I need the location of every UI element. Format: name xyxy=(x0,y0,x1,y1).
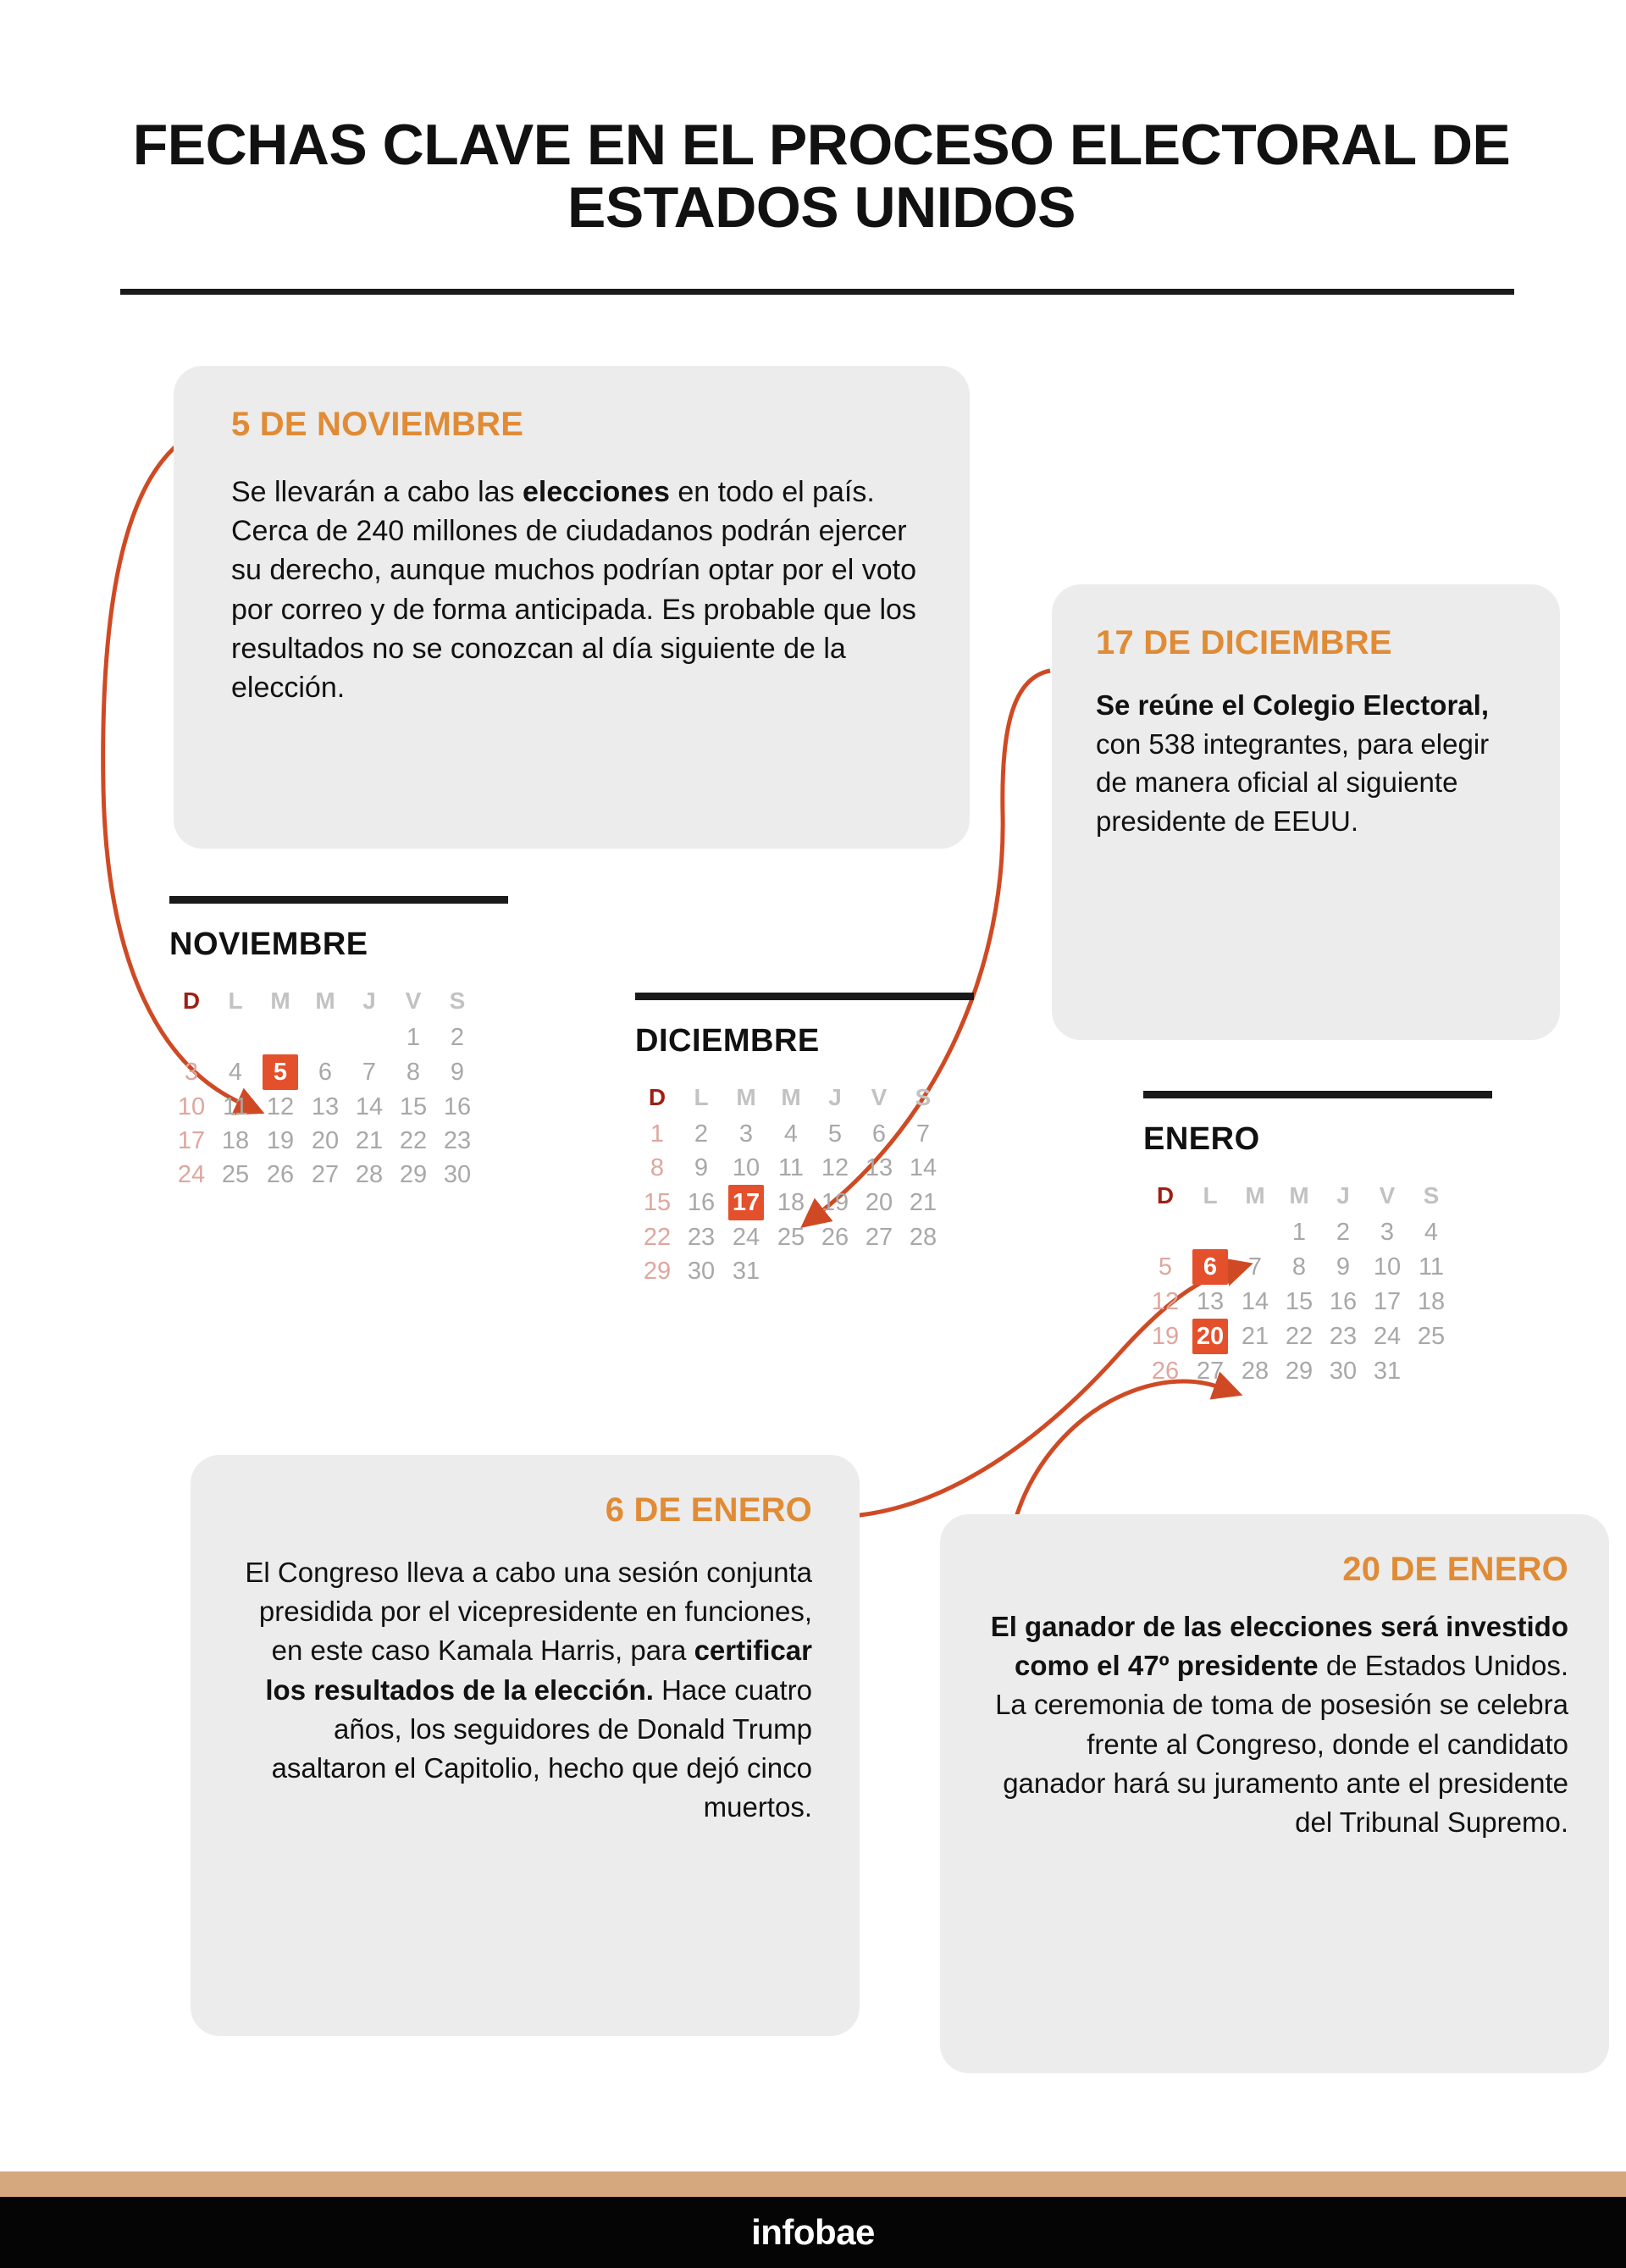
calendar-day[interactable]: 11 xyxy=(777,1153,805,1181)
calendar-day[interactable]: 13 xyxy=(865,1153,893,1181)
calendar-day-empty xyxy=(857,1254,901,1288)
card-20-enero xyxy=(940,1514,1609,2073)
calendar-day[interactable]: 1 xyxy=(650,1120,665,1148)
calendar-day[interactable]: 23 xyxy=(1329,1322,1358,1350)
calendar-day[interactable]: 6 xyxy=(871,1120,887,1148)
calendar-day[interactable]: 2 xyxy=(1336,1218,1351,1246)
calendar-day[interactable]: 21 xyxy=(1241,1322,1269,1350)
calendar-day[interactable]: 14 xyxy=(355,1093,384,1120)
calendar-week-row xyxy=(635,1254,945,1288)
calendar-day[interactable]: 14 xyxy=(1241,1287,1269,1315)
calendar-weekday-header: S xyxy=(449,987,466,1014)
calendar-weekday-header: V xyxy=(405,987,422,1014)
page-title: FECHAS CLAVE EN EL PROCESO ELECTORAL DE ESTADOS UNIDOS xyxy=(132,112,1511,241)
calendar-month-name-enero: ENERO xyxy=(1143,1121,1260,1157)
calendar-weekday-header: M xyxy=(781,1084,801,1110)
calendar-day[interactable]: 12 xyxy=(821,1153,849,1181)
calendar-week-row xyxy=(169,1158,479,1192)
calendar-day[interactable]: 1 xyxy=(1291,1218,1307,1246)
calendar-day[interactable]: 9 xyxy=(1336,1253,1351,1281)
calendar-day[interactable]: 26 xyxy=(1151,1357,1180,1385)
calendar-day[interactable]: 2 xyxy=(694,1120,709,1148)
calendar-day-highlight-box[interactable]: 5 xyxy=(263,1054,298,1090)
calendar-day[interactable]: 27 xyxy=(865,1223,893,1251)
calendar-day[interactable]: 24 xyxy=(177,1160,206,1188)
calendar-day[interactable]: 28 xyxy=(355,1160,384,1188)
infobae-logo: infobae xyxy=(751,2212,875,2252)
calendar-weekday-header: V xyxy=(871,1084,888,1110)
calendar-day[interactable]: 24 xyxy=(1373,1322,1402,1350)
card-body-17-diciembre: Se reúne el Colegio Electoral, con 538 integrantes, para elegir de manera oficial al siguiente presidente de EEUU. xyxy=(1096,689,1490,837)
calendar-day-empty xyxy=(303,1021,347,1054)
calendar-day-highlighted[interactable] xyxy=(1187,1249,1233,1285)
calendar-day-empty xyxy=(813,1254,857,1288)
calendar-rule-diciembre xyxy=(635,993,974,1000)
calendar-day[interactable]: 11 xyxy=(222,1093,249,1120)
calendar-rule-enero xyxy=(1143,1091,1492,1098)
card-5-noviembre xyxy=(174,366,970,849)
card-title-17-diciembre: 17 DE DICIEMBRE xyxy=(1096,624,1392,661)
card-title-5-noviembre: 5 DE NOVIEMBRE xyxy=(231,406,524,443)
calendar-week-row xyxy=(635,1151,945,1185)
calendar-day-empty xyxy=(347,1021,391,1054)
calendar-day[interactable]: 12 xyxy=(1151,1287,1180,1315)
calendar-day[interactable]: 20 xyxy=(865,1188,893,1216)
calendar-day-highlighted[interactable] xyxy=(257,1054,303,1090)
calendar-day[interactable]: 31 xyxy=(732,1257,760,1285)
calendar-week-row xyxy=(635,1185,945,1220)
card-body-6-enero: El Congreso lleva a cabo una sesión conjunta presidida por el vicepresidente en funciones, en este caso Kamala Harris, para certificar los resultados de la elección. Hace cuatro años, los seguidores de Donald Trump asaltaron el Capitolio, hecho que dejó cinco muertos. xyxy=(245,1557,812,1823)
calendar-week-row xyxy=(1143,1354,1453,1388)
calendar-day-empty xyxy=(1187,1215,1233,1249)
calendar-day[interactable]: 16 xyxy=(687,1188,716,1216)
calendar-day[interactable]: 16 xyxy=(1329,1287,1358,1315)
calendar-day[interactable]: 8 xyxy=(650,1153,665,1181)
card-title-6-enero: 6 DE ENERO xyxy=(605,1491,812,1529)
calendar-month-name-noviembre: NOVIEMBRE xyxy=(169,927,368,962)
calendar-day[interactable]: 22 xyxy=(1285,1322,1314,1350)
calendar-day[interactable]: 29 xyxy=(1285,1357,1314,1385)
calendar-day[interactable]: 29 xyxy=(399,1160,428,1188)
calendar-day[interactable]: 25 xyxy=(221,1160,250,1188)
calendar-day-highlight-box[interactable]: 6 xyxy=(1192,1249,1228,1285)
calendar-day[interactable]: 19 xyxy=(1151,1322,1180,1350)
calendar-day-empty xyxy=(769,1254,813,1288)
calendar-day[interactable]: 9 xyxy=(450,1058,465,1086)
calendar-day[interactable]: 27 xyxy=(311,1160,340,1188)
calendar-weekday-header-row xyxy=(1143,1176,1453,1215)
calendar-day[interactable]: 11 xyxy=(1418,1253,1445,1281)
title-divider xyxy=(120,289,1514,295)
calendar-enero xyxy=(1143,1091,1492,1388)
calendar-week-row xyxy=(635,1117,945,1151)
calendar-weekday-header: M xyxy=(1245,1182,1265,1209)
calendar-week-row xyxy=(1143,1249,1453,1285)
calendar-day-highlighted[interactable] xyxy=(1187,1319,1233,1354)
calendar-day[interactable]: 15 xyxy=(399,1093,428,1120)
calendar-weekday-header: L xyxy=(228,987,243,1014)
calendar-weekday-header: M xyxy=(736,1084,756,1110)
calendar-week-row xyxy=(169,1054,479,1090)
calendar-weekday-header: M xyxy=(315,987,335,1014)
calendar-day[interactable]: 6 xyxy=(318,1058,333,1086)
calendar-weekday-header-row xyxy=(635,1078,945,1117)
calendar-week-row xyxy=(1143,1285,1453,1319)
calendar-day-empty xyxy=(901,1254,945,1288)
footer-accent-bar xyxy=(0,2171,1626,2197)
calendar-day[interactable]: 23 xyxy=(443,1126,472,1154)
calendar-day[interactable]: 12 xyxy=(266,1093,295,1120)
calendar-day[interactable]: 7 xyxy=(362,1058,377,1086)
calendar-day-highlight-box[interactable]: 17 xyxy=(728,1185,764,1220)
calendar-day[interactable]: 30 xyxy=(687,1257,716,1285)
calendar-day[interactable]: 30 xyxy=(1329,1357,1358,1385)
calendar-diciembre xyxy=(635,993,974,1288)
calendar-weekday-header: J xyxy=(1336,1182,1350,1209)
calendar-day[interactable]: 22 xyxy=(399,1126,428,1154)
calendar-month-name-diciembre: DICIEMBRE xyxy=(635,1023,820,1059)
card-title-20-enero: 20 DE ENERO xyxy=(1342,1551,1568,1588)
calendar-day[interactable]: 19 xyxy=(266,1126,295,1154)
calendar-day[interactable]: 13 xyxy=(1196,1287,1225,1315)
calendar-weekday-header: J xyxy=(362,987,376,1014)
calendar-day-empty xyxy=(1409,1354,1453,1388)
card-body-5-noviembre: Se llevarán a cabo las elecciones en todo el país. Cerca de 240 millones de ciudadanos podrán ejercer su derecho, aunque muchos podrían optar por el voto por correo y de forma anticipada. Es probable que los resultados no se conozcan al día siguiente de la elección. xyxy=(231,476,916,705)
calendar-day[interactable]: 17 xyxy=(177,1126,206,1154)
calendar-day-empty xyxy=(1143,1215,1187,1249)
calendar-day[interactable]: 18 xyxy=(1417,1287,1446,1315)
calendar-day[interactable]: 15 xyxy=(1285,1287,1314,1315)
calendar-day[interactable]: 7 xyxy=(915,1120,931,1148)
calendar-day[interactable]: 8 xyxy=(406,1058,421,1086)
calendar-day[interactable]: 2 xyxy=(450,1023,465,1051)
calendar-weekday-header: D xyxy=(182,987,201,1014)
calendar-day[interactable]: 31 xyxy=(1373,1357,1402,1385)
calendar-weekday-header: M xyxy=(270,987,290,1014)
calendar-grid-noviembre xyxy=(169,982,479,1192)
calendar-weekday-header: D xyxy=(1156,1182,1175,1209)
calendar-day[interactable]: 22 xyxy=(643,1223,672,1251)
calendar-day[interactable]: 15 xyxy=(643,1188,672,1216)
calendar-day[interactable]: 17 xyxy=(1373,1287,1402,1315)
calendar-day-highlighted[interactable] xyxy=(723,1185,769,1220)
calendar-week-row xyxy=(169,1021,479,1054)
calendar-day[interactable]: 27 xyxy=(1196,1357,1225,1385)
calendar-week-row xyxy=(1143,1215,1453,1249)
calendar-day[interactable]: 10 xyxy=(1373,1253,1402,1281)
calendar-day[interactable]: 5 xyxy=(1158,1253,1173,1281)
calendar-rule-noviembre xyxy=(169,896,508,904)
calendar-grid-enero xyxy=(1143,1176,1453,1388)
calendar-weekday-header: L xyxy=(1203,1182,1218,1209)
calendar-day[interactable]: 29 xyxy=(643,1257,672,1285)
calendar-weekday-header: S xyxy=(915,1084,932,1110)
calendar-day[interactable]: 7 xyxy=(1247,1253,1263,1281)
calendar-day-empty xyxy=(213,1021,257,1054)
calendar-weekday-header: L xyxy=(694,1084,709,1110)
calendar-day[interactable]: 25 xyxy=(777,1223,805,1251)
calendar-day-empty xyxy=(257,1021,303,1054)
calendar-day[interactable]: 9 xyxy=(694,1153,709,1181)
calendar-noviembre xyxy=(169,896,508,1192)
calendar-day[interactable]: 23 xyxy=(687,1223,716,1251)
calendar-day-highlight-box[interactable]: 20 xyxy=(1192,1319,1228,1354)
calendar-day-empty xyxy=(169,1021,213,1054)
card-body-20-enero: El ganador de las elecciones será investido como el 47º presidente de Estados Unidos. La ceremonia de toma de posesión se celebra frente al Congreso, donde el candidato ganador hará su juramento ante el presidente del Tribunal Supremo. xyxy=(990,1611,1568,1838)
calendar-day[interactable]: 3 xyxy=(738,1120,754,1148)
calendar-day[interactable]: 1 xyxy=(406,1023,421,1051)
calendar-day[interactable]: 19 xyxy=(821,1188,849,1216)
calendar-day[interactable]: 21 xyxy=(355,1126,384,1154)
card-6-enero xyxy=(191,1455,860,2036)
calendar-weekday-header: M xyxy=(1289,1182,1309,1209)
calendar-week-row xyxy=(169,1090,479,1124)
calendar-weekday-header-row xyxy=(169,982,479,1021)
calendar-day[interactable]: 14 xyxy=(909,1153,937,1181)
calendar-day[interactable]: 28 xyxy=(909,1223,937,1251)
calendar-day[interactable]: 16 xyxy=(443,1093,472,1120)
calendar-week-row xyxy=(169,1124,479,1158)
calendar-day[interactable]: 18 xyxy=(777,1188,805,1216)
calendar-weekday-header: V xyxy=(1379,1182,1396,1209)
calendar-day[interactable]: 26 xyxy=(821,1223,849,1251)
calendar-day[interactable]: 3 xyxy=(184,1058,199,1086)
calendar-day[interactable]: 21 xyxy=(909,1188,937,1216)
calendar-day-empty xyxy=(1233,1215,1277,1249)
calendar-day[interactable]: 26 xyxy=(266,1160,295,1188)
calendar-day[interactable]: 3 xyxy=(1380,1218,1395,1246)
calendar-day[interactable]: 10 xyxy=(177,1093,206,1120)
calendar-day[interactable]: 4 xyxy=(1424,1218,1439,1246)
calendar-day[interactable]: 4 xyxy=(783,1120,799,1148)
calendar-day[interactable]: 20 xyxy=(311,1126,340,1154)
calendar-grid-diciembre xyxy=(635,1078,945,1288)
calendar-day[interactable]: 24 xyxy=(732,1223,760,1251)
calendar-week-row xyxy=(1143,1319,1453,1354)
calendar-day[interactable]: 4 xyxy=(228,1058,243,1086)
calendar-weekday-header: J xyxy=(828,1084,842,1110)
calendar-day[interactable]: 25 xyxy=(1417,1322,1446,1350)
calendar-day[interactable]: 13 xyxy=(311,1093,340,1120)
calendar-weekday-header: D xyxy=(648,1084,666,1110)
calendar-day[interactable]: 30 xyxy=(443,1160,472,1188)
calendar-weekday-header: S xyxy=(1423,1182,1440,1209)
calendar-day[interactable]: 8 xyxy=(1291,1253,1307,1281)
calendar-day[interactable]: 28 xyxy=(1241,1357,1269,1385)
calendar-day[interactable]: 10 xyxy=(732,1153,760,1181)
calendar-week-row xyxy=(635,1220,945,1254)
card-17-diciembre xyxy=(1052,584,1560,1040)
calendar-day[interactable]: 5 xyxy=(827,1120,843,1148)
calendar-day[interactable]: 18 xyxy=(221,1126,250,1154)
